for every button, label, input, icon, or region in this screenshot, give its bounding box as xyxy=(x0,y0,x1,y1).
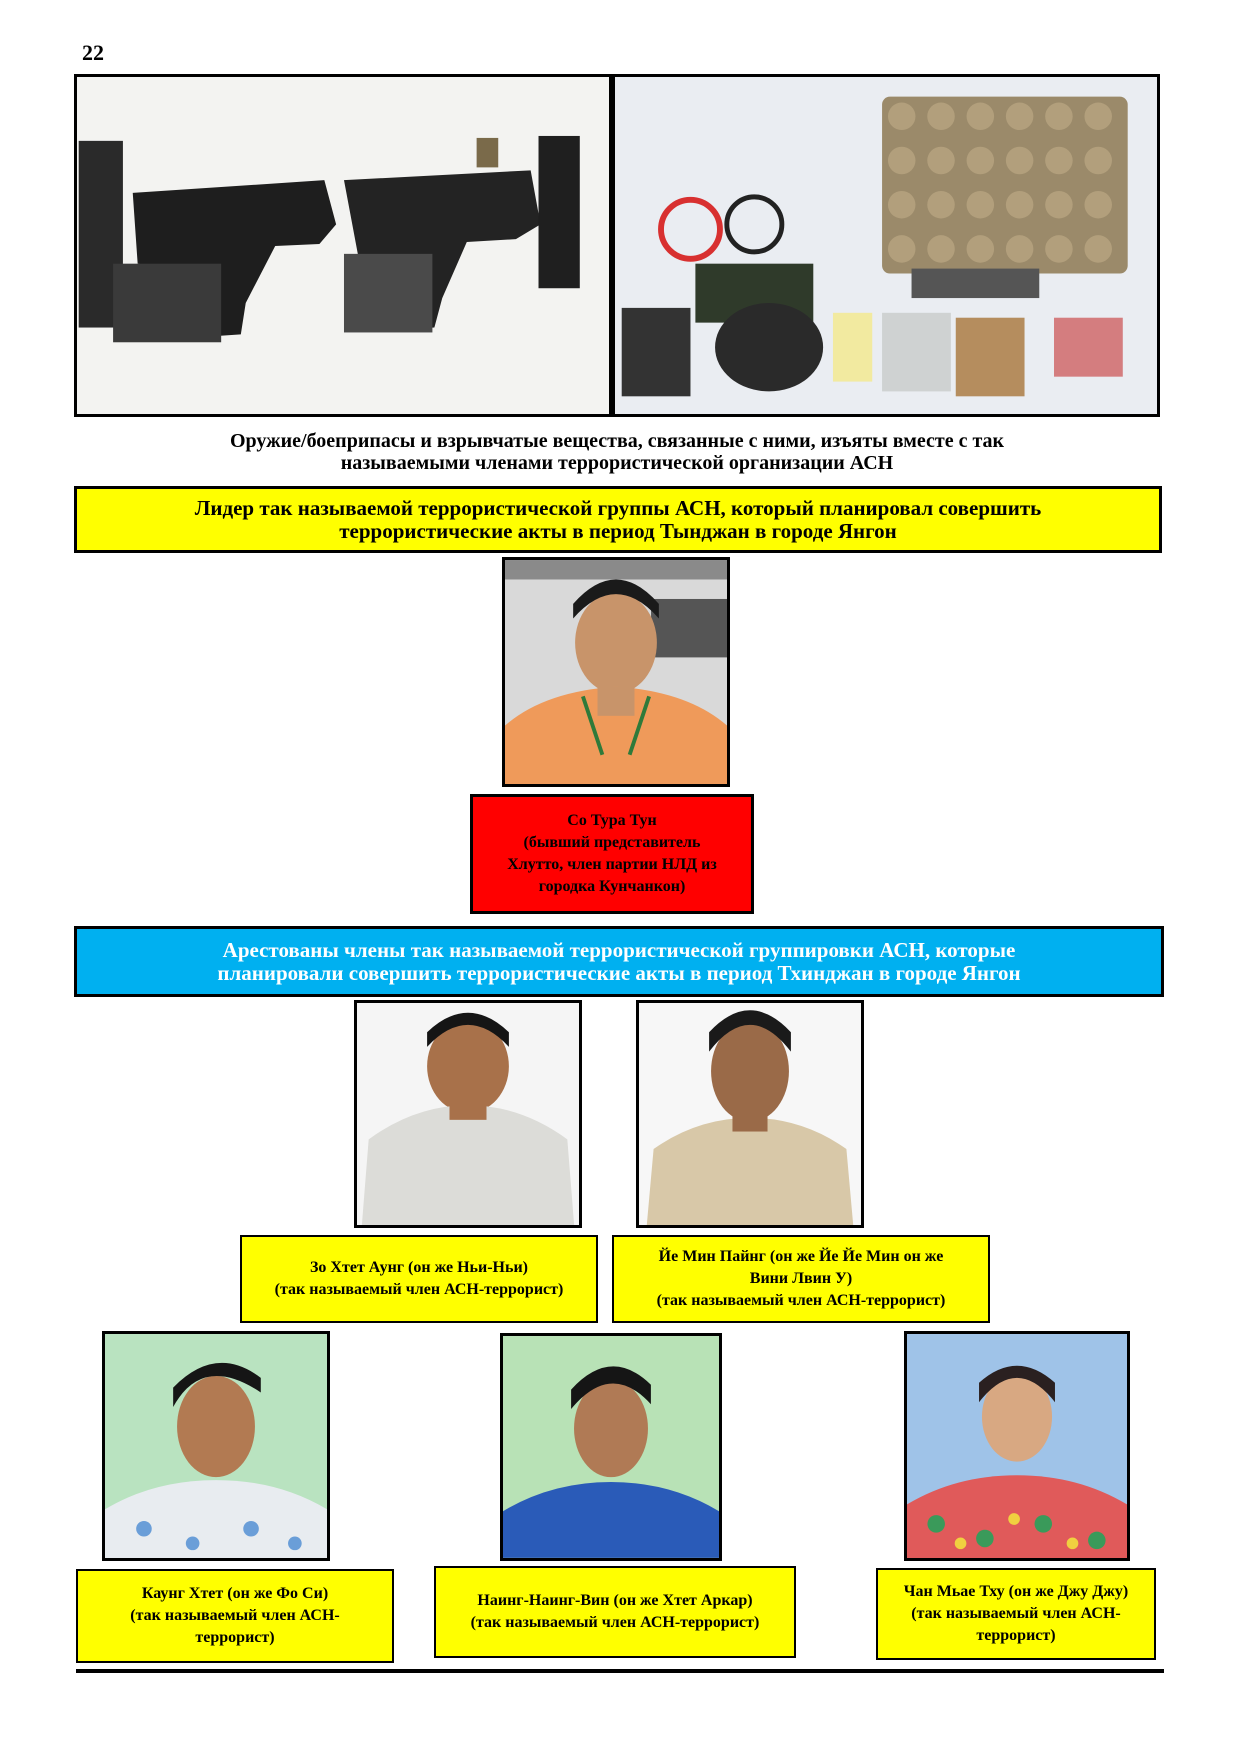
leader-name-box xyxy=(470,794,754,914)
evidence-caption-text: Оружие/боеприпасы и взрывчатые вещества, связанные с ними, изъяты вместе с так называемыми членами террористической организации АСН xyxy=(229,430,1005,474)
leader-banner xyxy=(74,486,1162,553)
member-name: Каунг Хтет (он же Фо Си) (так называемый член АСН- террорист) xyxy=(130,1585,340,1646)
explosives-photo xyxy=(612,74,1160,417)
member-name-box xyxy=(76,1569,394,1663)
member-photo xyxy=(354,1000,582,1228)
members-banner xyxy=(74,926,1164,997)
leader-name: Со Тура Тун (бывший представитель Хлутто, член партии НЛД из городка Кунчанкон) xyxy=(507,812,717,895)
weapons-photo xyxy=(74,74,612,417)
leader-photo xyxy=(502,557,730,787)
member-name-box xyxy=(876,1568,1156,1660)
member-photo xyxy=(500,1333,722,1561)
member-name-box xyxy=(612,1235,990,1323)
page-number: 22 xyxy=(82,40,104,65)
member-name: Йе Мин Пайнг (он же Йе Йе Мин он же Вини Лвин У) (так называемый член АСН-террорист) xyxy=(656,1248,946,1309)
member-photo xyxy=(904,1331,1130,1561)
member-name: Наинг-Наинг-Вин (он же Хтет Аркар) (так называемый член АСН-террорист) xyxy=(470,1592,760,1631)
member-name: Зо Хтет Аунг (он же Ньи-Ньи) (так называемый член АСН-террорист) xyxy=(274,1259,564,1298)
members-banner-text: Арестованы члены так называемой террористической группировки АСН, которые планировали совершить террористические акты в период Тхинджан в городе Янгон xyxy=(217,937,1021,985)
member-photo xyxy=(636,1000,864,1228)
evidence-caption xyxy=(74,430,1160,474)
member-name-box xyxy=(240,1235,598,1323)
member-photo xyxy=(102,1331,330,1561)
bottom-rule xyxy=(76,1669,1164,1673)
member-name-box xyxy=(434,1566,796,1658)
leader-banner-text: Лидер так называемой террористической группы АСН, который планировал совершить террористические акты в период Тынджан в городе Янгон xyxy=(194,495,1042,543)
member-name: Чан Мьае Тху (он же Джу Джу) (так называемый член АСН- террорист) xyxy=(903,1583,1129,1644)
